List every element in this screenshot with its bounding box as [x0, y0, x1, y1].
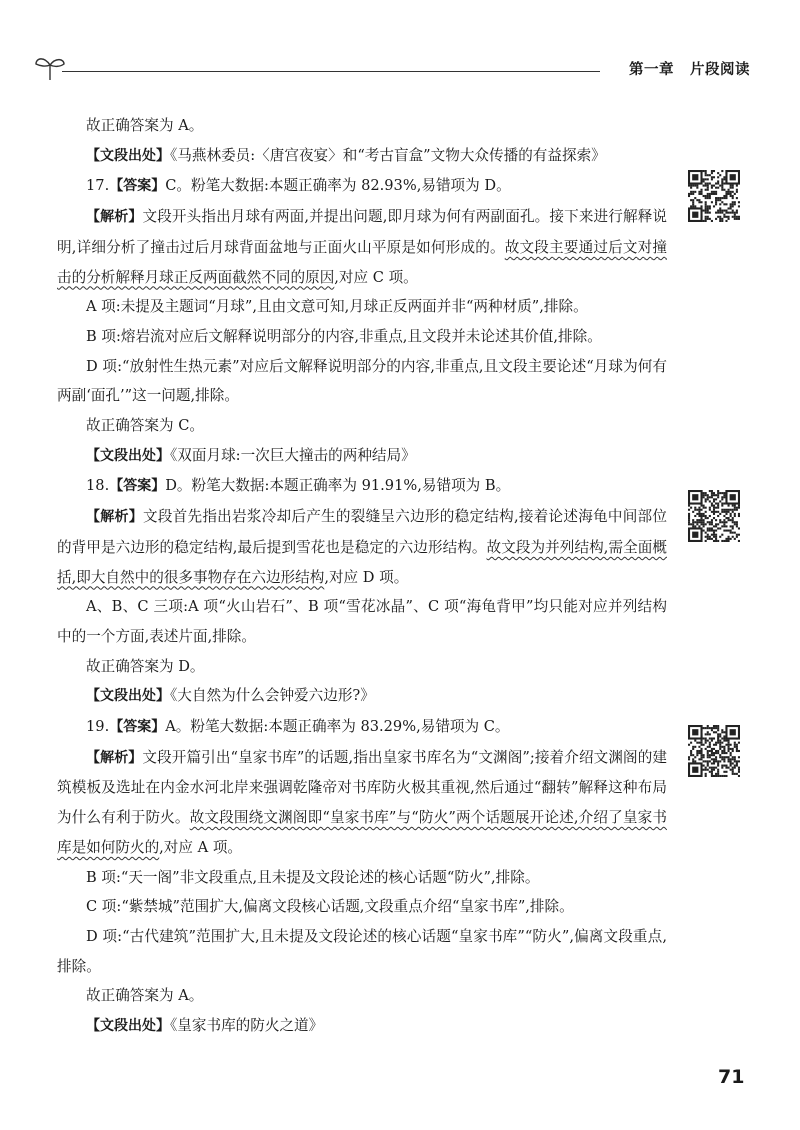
paragraph-text: A 项:未提及主题词“月球”,且由文意可知,月球正反两面并非“两种材质”,排除。 [86, 298, 588, 316]
page-header [30, 52, 750, 84]
qr-code-icon[interactable] [688, 170, 740, 222]
paragraph-text: 故正确答案为 A。 [86, 987, 204, 1005]
paragraph [57, 141, 667, 172]
paragraph-text: A、B、C 三项:A 项“火山岩石”、B 项“雪花冰晶”、C 项“海龟背甲”均只能对应并列结构中的一个方面,表述片面,排除。 [57, 598, 667, 645]
paragraph [57, 111, 667, 141]
section-tag: 【文段出处】 [86, 147, 170, 164]
paragraph-text: ,对应 D 项。 [324, 568, 409, 586]
chapter-label: 第一章 [629, 62, 674, 78]
paragraph [57, 892, 667, 922]
paragraph [57, 471, 667, 502]
paragraph-text: D 项:“放射性生热元素”对应后文解释说明部分的内容,非重点,且文段主要论述“月球为何有两副‘面孔’”这一问题,排除。 [57, 357, 667, 405]
paragraph [57, 411, 667, 441]
qr-code-icon[interactable] [688, 490, 740, 542]
answer-content [57, 111, 667, 1042]
paragraph [57, 592, 667, 651]
section-tag: 【答案】 [109, 178, 166, 195]
section-tag: 【答案】 [109, 719, 166, 736]
section-tag: 【解析】 [86, 749, 143, 766]
paragraph-text: 故正确答案为 D。 [86, 657, 205, 675]
section-tag: 【答案】 [109, 478, 166, 495]
paragraph-text: C 项:“紫禁城”范围扩大,偏离文段核心话题,文段重点介绍“皇家书库”,排除。 [86, 898, 574, 916]
paragraph-text: 《大自然为什么会钟爱六边形?》 [170, 687, 375, 705]
section-tag: 【解析】 [86, 209, 143, 226]
qr-code-icon[interactable] [688, 725, 740, 777]
paragraph-text: B 项:“天一阁”非文段重点,且未提及文段论述的核心话题“防火”,排除。 [86, 868, 540, 886]
question-number: 17. [86, 177, 110, 195]
paragraph-text: 文段开头指出月球有两面,并提出问题,即月球为何有两副面孔。接下来进行解释说明,详细分析了撞击过后月球背面盆地与正面火山平原是如何形成的。 [57, 208, 668, 256]
paragraph [57, 863, 667, 893]
question-number: 18. [86, 477, 110, 495]
section-tag: 【解析】 [86, 509, 143, 526]
paragraph-text: 《皇家书库的防火之道》 [170, 1017, 324, 1035]
key-sentence: 故文段主要通过后文对撞击的分析解释月球正反两面截然不同的原因 [57, 238, 667, 286]
paragraph [57, 441, 667, 472]
key-sentence: 故文段为并列结构,需全面概括,即大自然中的很多事物存在六边形结构 [57, 538, 667, 586]
paragraph [57, 171, 667, 202]
paragraph-text: A。粉笔大数据:本题正确率为 83.29%,易错项为 C。 [165, 718, 510, 736]
paragraph-text: 《双面月球:一次巨大撞击的两种结局》 [170, 446, 416, 464]
section-tag: 【文段出处】 [86, 688, 170, 705]
paragraph-text: 文段首先指出岩浆冷却后产生的裂缝呈六边形的稳定结构,接着论述海龟中间部位的背甲是六边形的稳定结构,最后提到雪花也是稳定的六边形结构。 [57, 508, 667, 556]
section-tag: 【文段出处】 [86, 447, 170, 464]
sprout-logo-icon [30, 52, 70, 82]
paragraph-text: D。粉笔大数据:本题正确率为 91.91%,易错项为 B。 [165, 477, 511, 495]
paragraph-text: C。粉笔大数据:本题正确率为 82.93%,易错项为 D。 [165, 177, 511, 195]
paragraph-text: 故正确答案为 C。 [86, 417, 204, 435]
paragraph-text: ,对应 A 项。 [159, 838, 243, 856]
paragraph [57, 502, 667, 592]
section-tag: 【文段出处】 [86, 1018, 170, 1035]
paragraph [57, 712, 667, 743]
paragraph [57, 292, 667, 322]
key-sentence: 故文段围绕文渊阁即“皇家书库”与“防火”两个话题展开论述,介绍了皇家书库是如何防火的 [57, 809, 667, 856]
paragraph-text: 《马燕林委员:〈唐宫夜宴〉和“考古盲盒”文物大众传播的有益探索》 [170, 146, 606, 164]
paragraph-text: D 项:“古代建筑”范围扩大,且未提及文段论述的核心话题“皇家书库”“防火”,偏离文段重点,排除。 [57, 927, 667, 975]
paragraph [57, 981, 667, 1011]
paragraph [57, 681, 667, 712]
paragraph-text: ,对应 C 项。 [334, 268, 418, 286]
paragraph [57, 352, 667, 411]
paragraph [57, 922, 667, 981]
paragraph [57, 322, 667, 352]
paragraph [57, 1011, 667, 1042]
header-title [629, 58, 750, 79]
question-number: 19. [86, 718, 110, 736]
paragraph-text: 文段开篇引出“皇家书库”的话题,指出皇家书库名为“文渊阁”;接着介绍文渊阁的建筑模板及选址在内金水河北岸来强调乾隆帝对书库防火极其重视,然后通过“翻转”解释这种布局为什么有利于防火。 [57, 748, 667, 827]
paragraph-text: 故正确答案为 A。 [86, 117, 204, 134]
paragraph [57, 743, 667, 863]
page-number: 71 [718, 1066, 745, 1088]
header-rule [62, 71, 600, 72]
section-label: 片段阅读 [690, 62, 750, 78]
paragraph [57, 202, 667, 292]
paragraph [57, 652, 667, 682]
paragraph-text: B 项:熔岩流对应后文解释说明部分的内容,非重点,且文段并未论述其价值,排除。 [86, 327, 602, 345]
